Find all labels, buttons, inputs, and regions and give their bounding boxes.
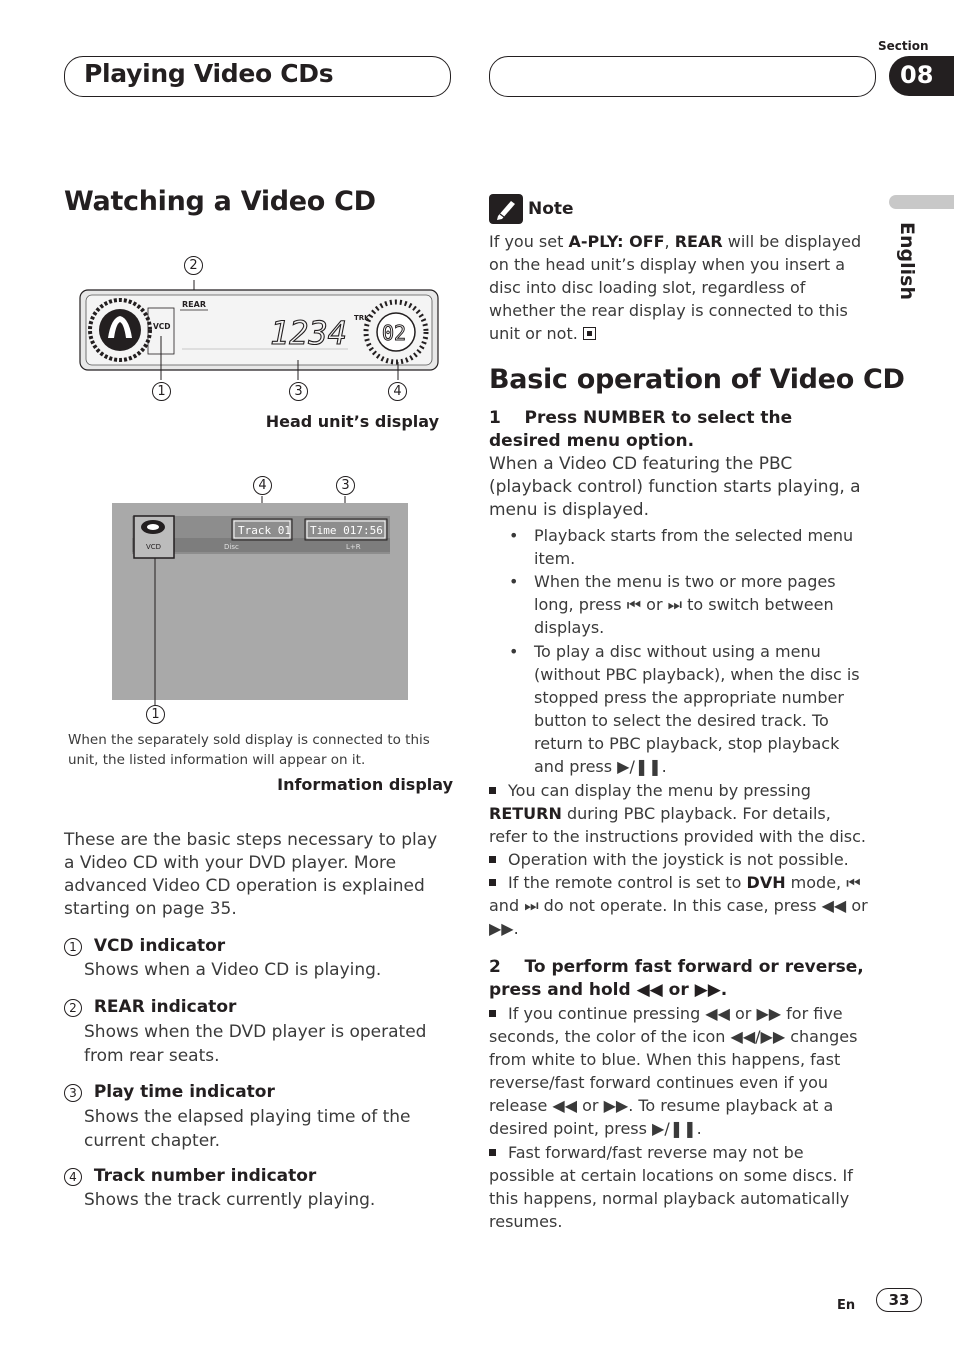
callout-3: 3 xyxy=(289,382,308,401)
item-play-time-indicator xyxy=(64,1082,275,1102)
note-pre: If the remote control is set to xyxy=(508,873,747,892)
callout-1: 1 xyxy=(152,382,171,401)
lcd-trk-num: 02 xyxy=(382,321,407,345)
bullet-item: • Playback starts from the selected menu item. xyxy=(509,526,854,568)
note-item xyxy=(489,871,874,940)
step-1-title: 1 Press NUMBER to select the desired menu option. xyxy=(489,408,799,451)
callout-2: 2 xyxy=(184,256,203,275)
item-desc: Shows the elapsed playing time of the current chapter. xyxy=(84,1107,411,1151)
item-desc: Shows when the DVD player is operated from rear seats. xyxy=(84,1022,427,1066)
note-item xyxy=(489,1002,874,1140)
item-desc: Shows the track currently playing. xyxy=(84,1190,376,1210)
info-time: Time 017:56 xyxy=(310,524,383,537)
info-lr: L+R xyxy=(346,543,361,551)
item-title: Track number indicator xyxy=(93,1166,317,1186)
note-text-1: If you set xyxy=(489,232,569,251)
callout-4: 4 xyxy=(388,382,407,401)
square-bullet-icon xyxy=(489,879,496,886)
intro-paragraph: These are the basic steps necessary to play a Video CD with your DVD player. More advanced Video CD operation is explained starting on page 35. xyxy=(64,830,438,919)
info-callout-3: 3 xyxy=(336,476,355,495)
info-vcd-label: VCD xyxy=(146,543,162,551)
disc-mini-icon xyxy=(141,520,165,534)
information-display xyxy=(112,496,409,726)
item-num: 2 xyxy=(64,999,82,1017)
item-track-number-indicator xyxy=(64,1166,316,1186)
note-text xyxy=(489,230,874,345)
item-num: 1 xyxy=(64,938,82,956)
bullet-text: Playback starts from the selected menu item. xyxy=(534,526,854,568)
item-desc: Shows when a Video CD is playing. xyxy=(84,960,382,980)
item-title: VCD indicator xyxy=(93,936,226,956)
info-callout-1: 1 xyxy=(146,705,165,724)
bullet-item: • When the menu is two or more pages long, press ⏮ or ⏭ to switch between displays. xyxy=(509,572,836,637)
page-number: 33 xyxy=(876,1288,922,1312)
item-num: 3 xyxy=(64,1084,82,1102)
info-callout-4: 4 xyxy=(253,476,272,495)
note-bold: RETURN xyxy=(489,804,562,823)
bullet-text: To play a disc without using a menu (without PBC playback), when the disc is stopped press the appropriate number button to select the desired track. To return to PBC playback, stop playback and press ▶/❚❚. xyxy=(534,642,860,776)
note-text: If you continue pressing ◀◀ or ▶▶ for five seconds, the color of the icon ◀◀/▶▶ changes from white to blue. When this happens, fast reverse/fast forward continues even if you release ◀◀ or ▶▶. To resume playback at a desired point, press ▶/❚❚. xyxy=(489,1004,858,1138)
blank-pill xyxy=(489,56,876,97)
lcd-trk: TRK xyxy=(354,314,370,322)
page-title: Playing Video CDs xyxy=(84,59,334,88)
note-post: during PBC playback. For details, refer to the instructions provided with the disc. xyxy=(489,804,867,846)
step-1-body: When a Video CD featuring the PBC (playback control) function starts playing, a menu is displayed. xyxy=(489,454,861,520)
info-track: Track 01 xyxy=(238,524,291,537)
square-bullet-icon xyxy=(489,856,496,863)
item-title: Play time indicator xyxy=(93,1082,275,1102)
note-text: Fast forward/fast reverse may not be possible at certain locations on some discs. If this happens, normal playback automatically resumes. xyxy=(489,1143,853,1231)
note-label: Note xyxy=(528,199,574,219)
note-bold-1: A-PLY: OFF xyxy=(568,232,665,251)
note-pre: You can display the menu by pressing xyxy=(508,781,811,800)
note-item xyxy=(489,779,874,848)
item-num: 4 xyxy=(64,1168,82,1186)
square-bullet-icon xyxy=(489,1149,496,1156)
lcd-vcd: VCD xyxy=(153,322,171,331)
head-unit-display xyxy=(78,280,440,380)
note-bold: DVH xyxy=(746,873,786,892)
head-unit-caption: Head unit’s display xyxy=(265,412,439,431)
bullet-text: When the menu is two or more pages long, press ⏮ or ⏭ to switch between displays. xyxy=(534,572,836,637)
item-title: REAR indicator xyxy=(93,997,237,1017)
section-heading-watching: Watching a Video CD xyxy=(64,186,376,217)
note-icon xyxy=(489,194,523,224)
note-post: mode, ⏮ and ⏭ do not operate. In this case, press ◀◀ or ▶▶. xyxy=(489,873,868,938)
note-text-2: , xyxy=(664,232,675,251)
note-text-3: will be displayed on the head unit’s display when you insert a disc into disc loading slot, regardless of whether the rear display is connected to this unit or not. xyxy=(489,232,862,343)
item-vcd-indicator xyxy=(64,936,225,956)
language-tab: English xyxy=(896,222,918,300)
section-number: 08 xyxy=(889,56,954,96)
section-heading-basic: Basic operation of Video CD xyxy=(489,364,905,395)
bullet-item: • To play a disc without using a menu (without PBC playback), when the disc is stopped press the appropriate number button to select the desired track. To return to PBC playback, stop playback and press ▶/❚❚. xyxy=(509,642,860,776)
lcd-digits: 1234 xyxy=(270,314,348,352)
step-2-title: 2 To perform fast forward or reverse, press and hold ◀◀ or ▶▶. xyxy=(489,957,870,1000)
note-item xyxy=(489,848,874,871)
lcd-rear: REAR xyxy=(182,300,206,309)
square-bullet-icon xyxy=(489,1010,496,1017)
note-pre: Operation with the joystick is not possible. xyxy=(508,850,849,869)
square-bullet-icon xyxy=(489,787,496,794)
info-display-caption: Information display xyxy=(277,775,453,794)
item-rear-indicator xyxy=(64,997,236,1017)
language-tab-bar xyxy=(889,195,954,209)
section-label: Section xyxy=(878,39,929,53)
note-bold-2: REAR xyxy=(674,232,723,251)
info-disc: Disc xyxy=(224,543,239,551)
note-item xyxy=(489,1141,874,1233)
end-mark-icon xyxy=(583,327,596,340)
info-display-note: When the separately sold display is connected to this unit, the listed information will appear on it. xyxy=(68,732,430,768)
footer-lang: En xyxy=(837,1298,856,1313)
